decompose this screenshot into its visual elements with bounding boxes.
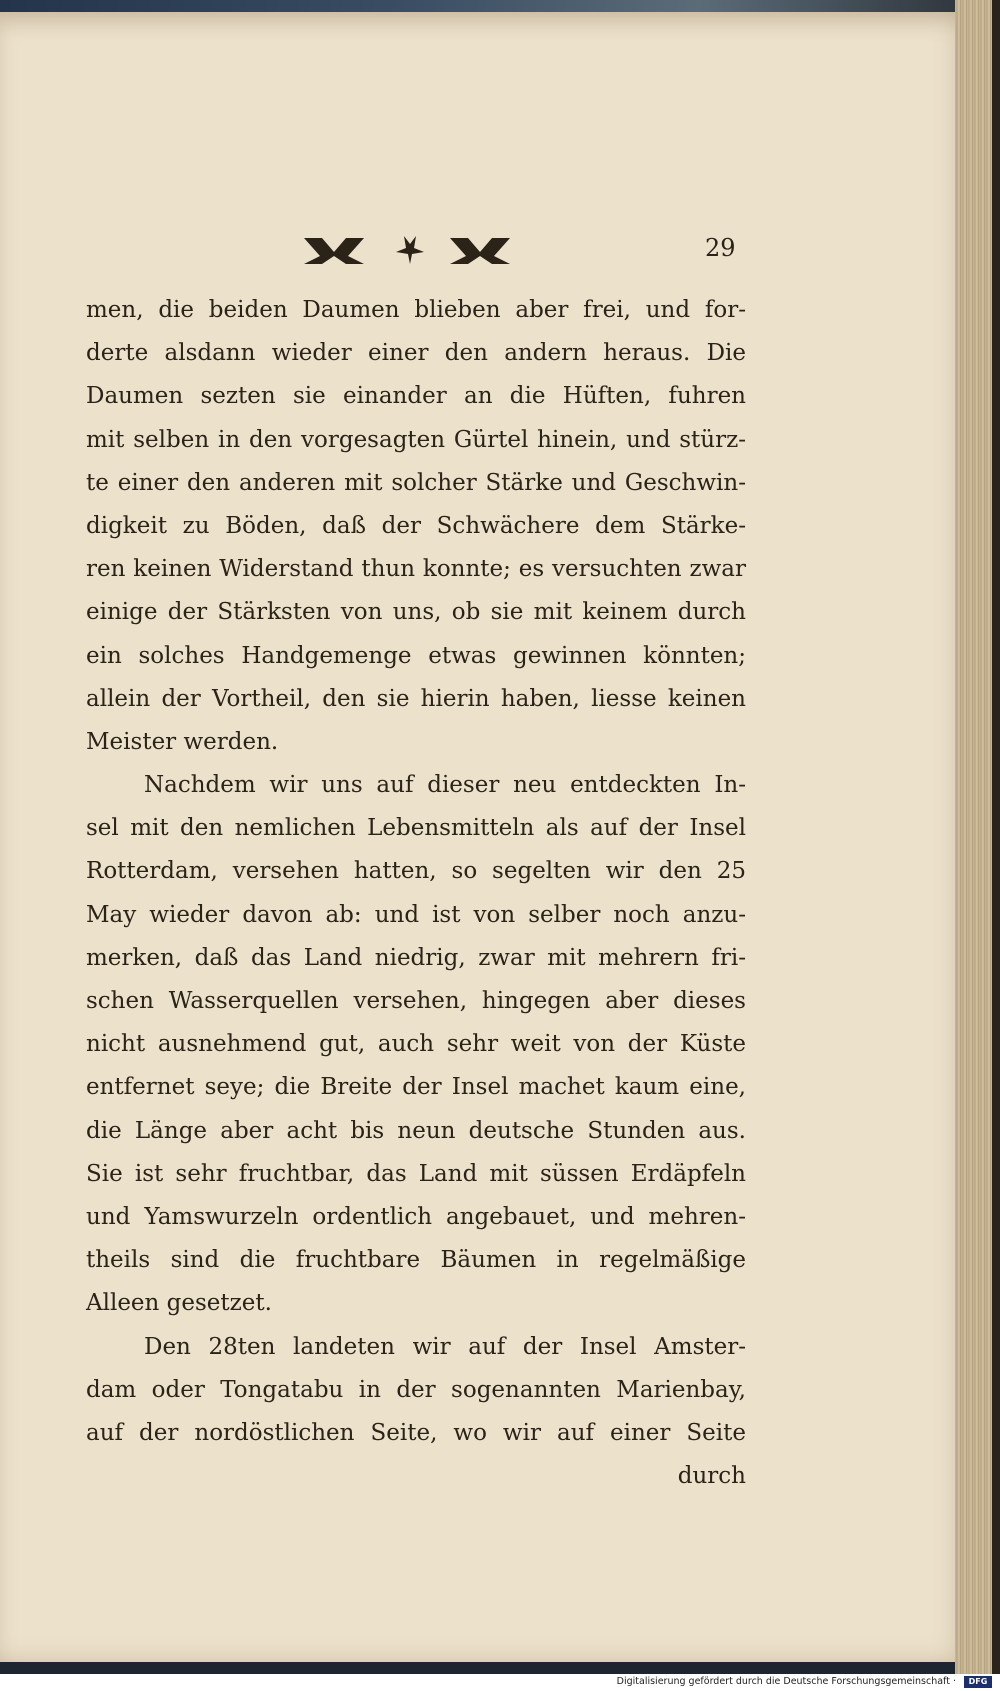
dfg-logo: DFG <box>964 1676 992 1688</box>
body-text <box>86 289 746 1498</box>
text-line: auf der nordöstlichen Seite, wo wir auf einer Seite <box>86 1419 746 1446</box>
text-line: Meister werden. <box>86 728 279 755</box>
text-line: ren keinen Widerstand thun konnte; es versuchten zwar <box>86 556 746 583</box>
book-spine <box>992 0 1000 1674</box>
text-line: merken, daß das Land niedrig, zwar mit mehrern fri- <box>86 944 746 971</box>
text-line: und Yamswurzeln ordentlich angebauet, und mehren- <box>86 1203 746 1230</box>
text-line: derte alsdann wieder einer den andern heraus. Die <box>86 340 746 367</box>
text-line: te einer den anderen mit solcher Stärke und Geschwin- <box>86 469 746 496</box>
text-line: sel mit den nemlichen Lebensmitteln als auf der Insel <box>86 815 746 842</box>
catchword: durch <box>677 1463 746 1490</box>
text-line: Den 28ten landeten wir auf der Insel Amster- <box>144 1333 746 1360</box>
page-header <box>300 230 740 274</box>
text-line: men, die beiden Daumen blieben aber frei, und for- <box>86 297 746 323</box>
text-line: entfernet seye; die Breite der Insel machet kaum eine, <box>86 1074 746 1101</box>
text-line: Nachdem wir uns auf dieser neu entdeckten In- <box>144 772 746 799</box>
book-page <box>0 12 975 1662</box>
page-number: 29 <box>705 234 736 262</box>
text-line: ein solches Handgemenge etwas gewinnen könnten; <box>86 642 746 669</box>
text-line: schen Wasserquellen versehen, hingegen aber dieses <box>86 988 746 1014</box>
digitization-credit: Digitalisierung gefördert durch die Deutsche Forschungsgemeinschaft · <box>616 1676 956 1687</box>
text-line: May wieder davon ab: und ist von selber noch anzu- <box>86 901 746 928</box>
head-ornament-icon <box>300 230 520 270</box>
text-line: dam oder Tongatabu in der sogenannten Marienbay, <box>86 1376 746 1403</box>
text-line: Alleen gesetzet. <box>86 1290 272 1317</box>
text-line: einige der Stärksten von uns, ob sie mit keinem durch <box>86 599 746 626</box>
text-line: nicht ausnehmend gut, auch sehr weit von der Küste <box>86 1031 746 1058</box>
text-line: theils sind die fruchtbare Bäumen in regelmäßige <box>86 1247 746 1274</box>
text-line: mit selben in den vorgesagten Gürtel hinein, und stürz- <box>86 426 746 453</box>
text-line: Sie ist sehr fruchtbar, das Land mit süssen Erdäpfeln <box>86 1160 746 1187</box>
text-line: die Länge aber acht bis neun deutsche Stunden aus. <box>86 1117 746 1144</box>
text-line: Rotterdam, versehen hatten, so segelten wir den 25 <box>86 858 746 885</box>
text-line: Daumen sezten sie einander an die Hüften, fuhren <box>86 383 746 410</box>
text-line: digkeit zu Böden, daß der Schwächere dem Stärke- <box>86 512 746 539</box>
text-line: allein der Vortheil, den sie hierin haben, liesse keinen <box>86 685 746 712</box>
